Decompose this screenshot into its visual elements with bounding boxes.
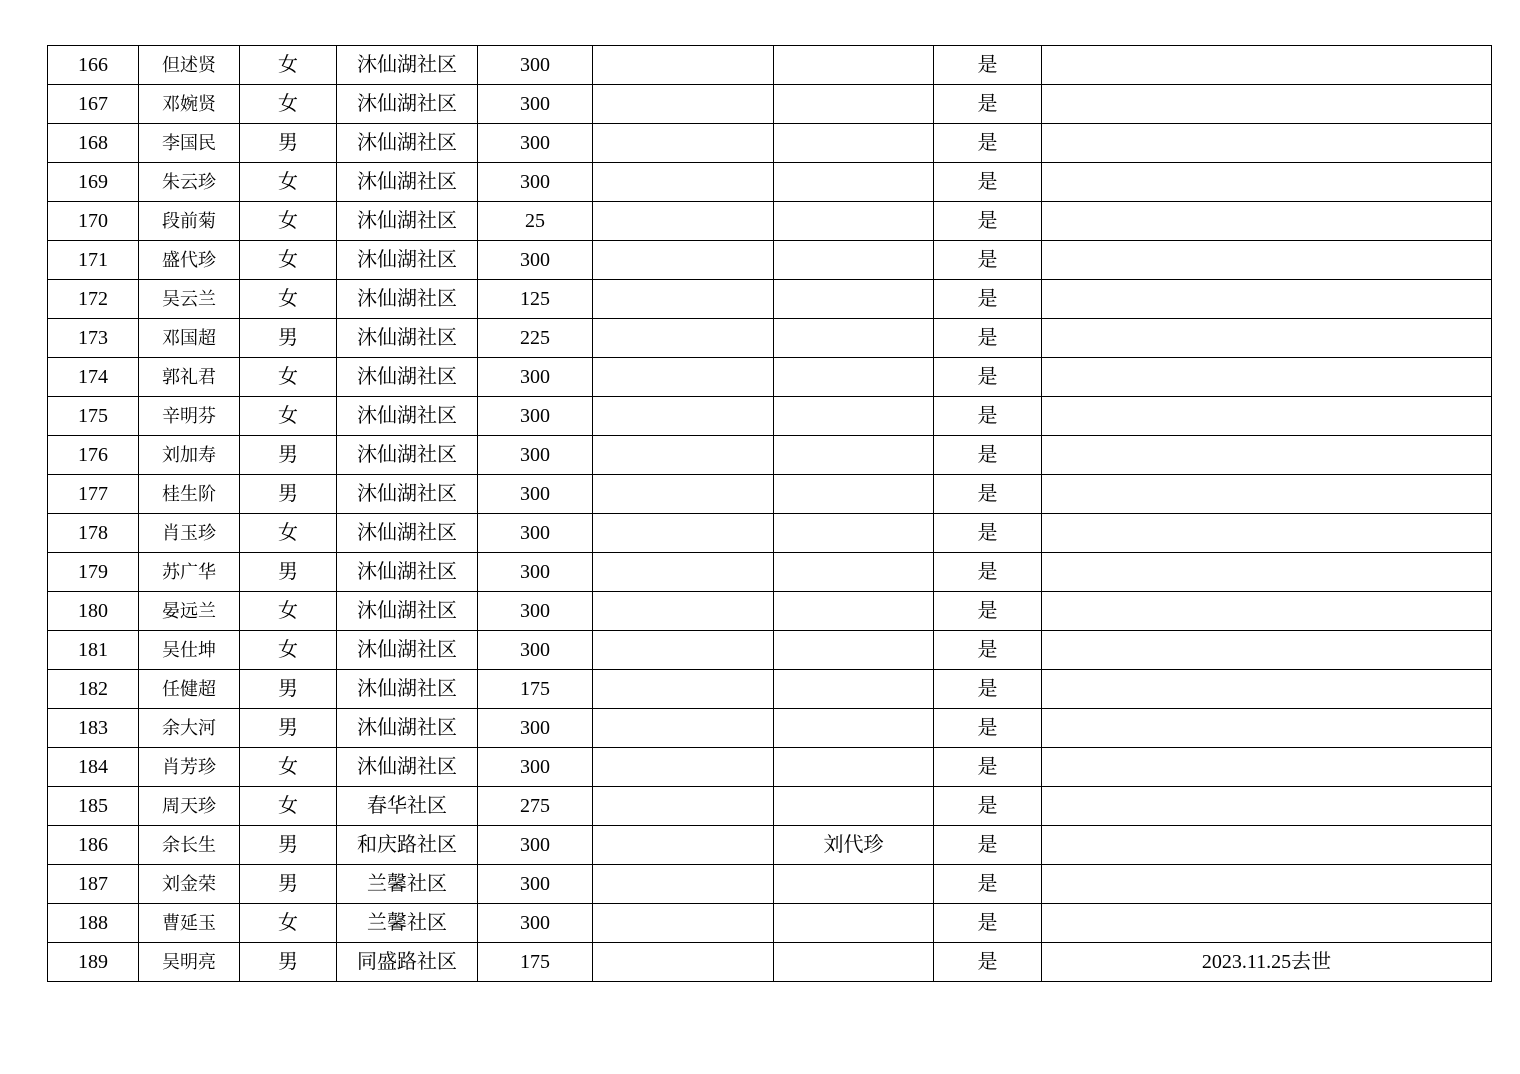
cell-note	[1042, 748, 1492, 787]
cell-flag: 是	[934, 163, 1042, 202]
cell-gender: 男	[240, 436, 337, 475]
cell-name: 周天珍	[139, 787, 240, 826]
cell-community: 沐仙湖社区	[337, 85, 478, 124]
cell-gender: 女	[240, 163, 337, 202]
cell-serial-number: 186	[48, 826, 139, 865]
cell-gender: 男	[240, 943, 337, 982]
cell-agent	[774, 319, 934, 358]
cell-blank	[593, 358, 774, 397]
cell-amount: 300	[478, 358, 593, 397]
cell-blank	[593, 553, 774, 592]
table-row	[48, 319, 1492, 358]
table-row	[48, 163, 1492, 202]
cell-agent	[774, 475, 934, 514]
cell-serial-number: 168	[48, 124, 139, 163]
cell-blank	[593, 943, 774, 982]
cell-flag: 是	[934, 787, 1042, 826]
table-row	[48, 514, 1492, 553]
cell-name: 吴明亮	[139, 943, 240, 982]
cell-flag: 是	[934, 826, 1042, 865]
table-row	[48, 436, 1492, 475]
cell-flag: 是	[934, 631, 1042, 670]
cell-gender: 女	[240, 592, 337, 631]
cell-gender: 男	[240, 670, 337, 709]
cell-blank	[593, 124, 774, 163]
cell-amount: 300	[478, 553, 593, 592]
cell-note	[1042, 592, 1492, 631]
cell-serial-number: 172	[48, 280, 139, 319]
cell-agent	[774, 748, 934, 787]
cell-blank	[593, 592, 774, 631]
cell-name: 但述贤	[139, 46, 240, 85]
cell-amount: 300	[478, 865, 593, 904]
cell-gender: 女	[240, 748, 337, 787]
cell-blank	[593, 826, 774, 865]
cell-community: 和庆路社区	[337, 826, 478, 865]
cell-gender: 女	[240, 280, 337, 319]
cell-blank	[593, 475, 774, 514]
cell-amount: 300	[478, 397, 593, 436]
cell-name: 李国民	[139, 124, 240, 163]
cell-blank	[593, 514, 774, 553]
cell-agent	[774, 358, 934, 397]
cell-name: 肖玉珍	[139, 514, 240, 553]
cell-agent	[774, 943, 934, 982]
cell-community: 沐仙湖社区	[337, 397, 478, 436]
cell-gender: 女	[240, 85, 337, 124]
cell-amount: 300	[478, 475, 593, 514]
table-row	[48, 709, 1492, 748]
table-row	[48, 46, 1492, 85]
cell-agent	[774, 202, 934, 241]
cell-flag: 是	[934, 358, 1042, 397]
table-body	[48, 46, 1492, 982]
cell-name: 任健超	[139, 670, 240, 709]
cell-blank	[593, 319, 774, 358]
cell-community: 沐仙湖社区	[337, 592, 478, 631]
cell-community: 沐仙湖社区	[337, 670, 478, 709]
cell-name: 段前菊	[139, 202, 240, 241]
cell-gender: 女	[240, 358, 337, 397]
table-row	[48, 202, 1492, 241]
cell-amount: 175	[478, 943, 593, 982]
cell-flag: 是	[934, 514, 1042, 553]
cell-flag: 是	[934, 670, 1042, 709]
cell-agent	[774, 514, 934, 553]
cell-note	[1042, 319, 1492, 358]
cell-agent	[774, 709, 934, 748]
table-row	[48, 631, 1492, 670]
cell-blank	[593, 631, 774, 670]
cell-flag: 是	[934, 475, 1042, 514]
cell-name: 吴仕坤	[139, 631, 240, 670]
cell-gender: 男	[240, 865, 337, 904]
cell-flag: 是	[934, 553, 1042, 592]
table-row	[48, 865, 1492, 904]
cell-blank	[593, 397, 774, 436]
table-row	[48, 748, 1492, 787]
cell-blank	[593, 163, 774, 202]
cell-note	[1042, 124, 1492, 163]
cell-blank	[593, 748, 774, 787]
cell-amount: 300	[478, 241, 593, 280]
cell-note	[1042, 358, 1492, 397]
cell-community: 同盛路社区	[337, 943, 478, 982]
cell-community: 沐仙湖社区	[337, 163, 478, 202]
cell-serial-number: 170	[48, 202, 139, 241]
cell-flag: 是	[934, 85, 1042, 124]
cell-agent	[774, 904, 934, 943]
cell-name: 吴云兰	[139, 280, 240, 319]
cell-flag: 是	[934, 904, 1042, 943]
cell-community: 沐仙湖社区	[337, 436, 478, 475]
cell-community: 沐仙湖社区	[337, 475, 478, 514]
cell-name: 余长生	[139, 826, 240, 865]
cell-gender: 男	[240, 826, 337, 865]
cell-agent	[774, 124, 934, 163]
cell-name: 桂生阶	[139, 475, 240, 514]
cell-flag: 是	[934, 241, 1042, 280]
cell-note	[1042, 475, 1492, 514]
cell-name: 盛代珍	[139, 241, 240, 280]
cell-note	[1042, 280, 1492, 319]
cell-flag: 是	[934, 865, 1042, 904]
table-row	[48, 85, 1492, 124]
cell-flag: 是	[934, 592, 1042, 631]
cell-note: 2023.11.25去世	[1042, 943, 1492, 982]
cell-note	[1042, 436, 1492, 475]
cell-note	[1042, 241, 1492, 280]
cell-amount: 300	[478, 85, 593, 124]
cell-gender: 女	[240, 631, 337, 670]
cell-amount: 300	[478, 709, 593, 748]
cell-name: 邓国超	[139, 319, 240, 358]
cell-amount: 300	[478, 163, 593, 202]
cell-serial-number: 166	[48, 46, 139, 85]
table-row	[48, 358, 1492, 397]
roster-table	[47, 45, 1492, 982]
cell-flag: 是	[934, 46, 1042, 85]
cell-agent	[774, 553, 934, 592]
cell-serial-number: 169	[48, 163, 139, 202]
cell-flag: 是	[934, 202, 1042, 241]
cell-flag: 是	[934, 397, 1042, 436]
cell-name: 刘加寿	[139, 436, 240, 475]
cell-gender: 女	[240, 241, 337, 280]
cell-gender: 女	[240, 397, 337, 436]
cell-name: 辛明芬	[139, 397, 240, 436]
cell-community: 沐仙湖社区	[337, 46, 478, 85]
cell-note	[1042, 826, 1492, 865]
cell-blank	[593, 904, 774, 943]
cell-note	[1042, 631, 1492, 670]
cell-blank	[593, 865, 774, 904]
cell-community: 沐仙湖社区	[337, 748, 478, 787]
cell-community: 沐仙湖社区	[337, 358, 478, 397]
cell-flag: 是	[934, 748, 1042, 787]
table-row	[48, 787, 1492, 826]
cell-community: 沐仙湖社区	[337, 280, 478, 319]
cell-community: 沐仙湖社区	[337, 124, 478, 163]
cell-gender: 女	[240, 514, 337, 553]
cell-agent	[774, 670, 934, 709]
cell-serial-number: 184	[48, 748, 139, 787]
cell-agent	[774, 592, 934, 631]
cell-agent	[774, 787, 934, 826]
cell-amount: 300	[478, 514, 593, 553]
cell-name: 邓婉贤	[139, 85, 240, 124]
cell-agent: 刘代珍	[774, 826, 934, 865]
table-row	[48, 826, 1492, 865]
table-row	[48, 124, 1492, 163]
cell-name: 朱云珍	[139, 163, 240, 202]
cell-note	[1042, 202, 1492, 241]
cell-flag: 是	[934, 124, 1042, 163]
cell-amount: 300	[478, 748, 593, 787]
cell-gender: 男	[240, 475, 337, 514]
cell-amount: 300	[478, 592, 593, 631]
cell-blank	[593, 670, 774, 709]
cell-amount: 300	[478, 124, 593, 163]
cell-serial-number: 174	[48, 358, 139, 397]
cell-note	[1042, 709, 1492, 748]
table-row	[48, 280, 1492, 319]
cell-note	[1042, 514, 1492, 553]
cell-agent	[774, 85, 934, 124]
cell-note	[1042, 904, 1492, 943]
cell-community: 春华社区	[337, 787, 478, 826]
cell-blank	[593, 241, 774, 280]
cell-amount: 125	[478, 280, 593, 319]
cell-serial-number: 189	[48, 943, 139, 982]
cell-amount: 25	[478, 202, 593, 241]
cell-flag: 是	[934, 709, 1042, 748]
cell-note	[1042, 865, 1492, 904]
cell-serial-number: 181	[48, 631, 139, 670]
table-row	[48, 904, 1492, 943]
cell-amount: 300	[478, 631, 593, 670]
cell-serial-number: 179	[48, 553, 139, 592]
table-row	[48, 553, 1492, 592]
cell-name: 余大河	[139, 709, 240, 748]
cell-amount: 175	[478, 670, 593, 709]
cell-community: 兰馨社区	[337, 904, 478, 943]
cell-agent	[774, 436, 934, 475]
cell-community: 兰馨社区	[337, 865, 478, 904]
cell-gender: 女	[240, 46, 337, 85]
cell-agent	[774, 397, 934, 436]
cell-amount: 300	[478, 904, 593, 943]
cell-note	[1042, 46, 1492, 85]
cell-serial-number: 182	[48, 670, 139, 709]
cell-community: 沐仙湖社区	[337, 631, 478, 670]
cell-serial-number: 177	[48, 475, 139, 514]
table-row	[48, 241, 1492, 280]
cell-amount: 300	[478, 826, 593, 865]
cell-serial-number: 167	[48, 85, 139, 124]
cell-community: 沐仙湖社区	[337, 709, 478, 748]
cell-name: 郭礼君	[139, 358, 240, 397]
cell-community: 沐仙湖社区	[337, 241, 478, 280]
cell-gender: 男	[240, 553, 337, 592]
cell-community: 沐仙湖社区	[337, 319, 478, 358]
cell-note	[1042, 553, 1492, 592]
cell-name: 晏远兰	[139, 592, 240, 631]
cell-flag: 是	[934, 280, 1042, 319]
cell-agent	[774, 865, 934, 904]
cell-gender: 女	[240, 202, 337, 241]
cell-note	[1042, 670, 1492, 709]
cell-name: 肖芳珍	[139, 748, 240, 787]
cell-flag: 是	[934, 319, 1042, 358]
cell-gender: 男	[240, 709, 337, 748]
cell-amount: 225	[478, 319, 593, 358]
cell-serial-number: 185	[48, 787, 139, 826]
cell-serial-number: 173	[48, 319, 139, 358]
cell-serial-number: 187	[48, 865, 139, 904]
cell-blank	[593, 202, 774, 241]
cell-agent	[774, 46, 934, 85]
cell-amount: 275	[478, 787, 593, 826]
cell-serial-number: 176	[48, 436, 139, 475]
cell-note	[1042, 787, 1492, 826]
cell-blank	[593, 787, 774, 826]
cell-amount: 300	[478, 46, 593, 85]
cell-blank	[593, 436, 774, 475]
cell-community: 沐仙湖社区	[337, 553, 478, 592]
cell-gender: 女	[240, 787, 337, 826]
table-row	[48, 943, 1492, 982]
cell-blank	[593, 85, 774, 124]
cell-agent	[774, 163, 934, 202]
cell-serial-number: 171	[48, 241, 139, 280]
cell-serial-number: 175	[48, 397, 139, 436]
cell-note	[1042, 163, 1492, 202]
cell-serial-number: 178	[48, 514, 139, 553]
cell-amount: 300	[478, 436, 593, 475]
cell-community: 沐仙湖社区	[337, 202, 478, 241]
cell-name: 曹延玉	[139, 904, 240, 943]
cell-gender: 男	[240, 124, 337, 163]
cell-note	[1042, 397, 1492, 436]
cell-flag: 是	[934, 943, 1042, 982]
table-row	[48, 670, 1492, 709]
cell-agent	[774, 631, 934, 670]
table-row	[48, 475, 1492, 514]
cell-flag: 是	[934, 436, 1042, 475]
cell-gender: 女	[240, 904, 337, 943]
cell-blank	[593, 46, 774, 85]
table-row	[48, 592, 1492, 631]
cell-serial-number: 188	[48, 904, 139, 943]
cell-community: 沐仙湖社区	[337, 514, 478, 553]
cell-agent	[774, 280, 934, 319]
cell-blank	[593, 280, 774, 319]
cell-blank	[593, 709, 774, 748]
cell-name: 刘金荣	[139, 865, 240, 904]
cell-note	[1042, 85, 1492, 124]
cell-gender: 男	[240, 319, 337, 358]
cell-name: 苏广华	[139, 553, 240, 592]
cell-serial-number: 180	[48, 592, 139, 631]
cell-agent	[774, 241, 934, 280]
table-row	[48, 397, 1492, 436]
cell-serial-number: 183	[48, 709, 139, 748]
